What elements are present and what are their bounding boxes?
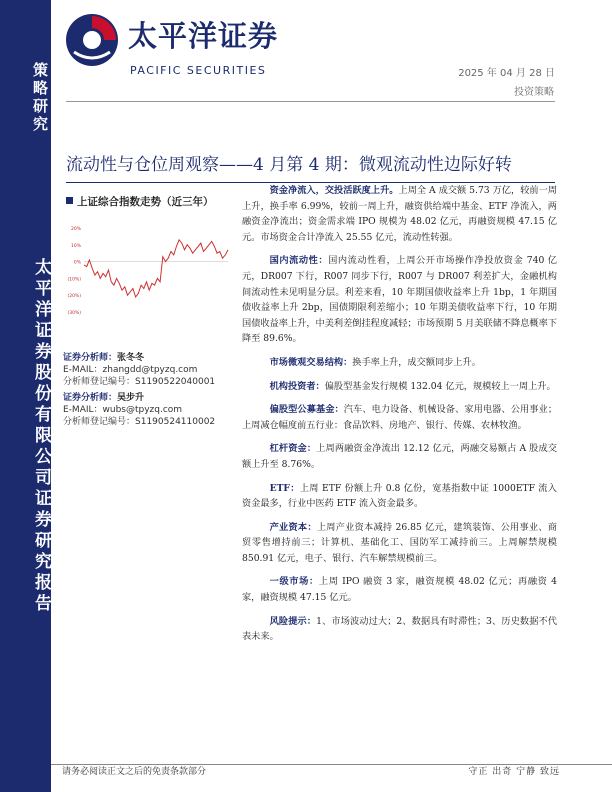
analyst-cert: 分析师登记编号：S1190522040001: [63, 377, 216, 387]
summary-paragraph: 一级市场：上周 IPO 融资 3 家，融资规模 48.02 亿元；再融资 4 家，融资规模 47.15 亿元。: [242, 576, 558, 604]
y-tick-label: (30%): [67, 311, 81, 316]
analyst-name: 吴步升: [117, 393, 145, 403]
summary-paragraph: 机构投资者：偏股型基金发行规模 132.04 亿元，规模较上一周上升。: [269, 380, 556, 392]
y-tick-label: (20%): [67, 294, 81, 300]
summary-paragraph: 偏股型公募基金：汽车、电力设备、机械设备、家用电器、公用事业；上周减仓幅度前五行业：食品饮料、房地产、银行、传媒、农林牧渔。: [242, 404, 558, 431]
square-bullet-icon: [66, 197, 73, 204]
sidebar: [0, 0, 51, 792]
analyst-label: 证券分析师：: [63, 353, 118, 363]
page-title: 流动性与仓位周观察——4 月第 4 期：微观流动性边际好转: [66, 155, 512, 175]
analyst-label: 证券分析师：: [63, 393, 118, 403]
chart-title: 上证综合指数走势（近三年）: [66, 194, 214, 209]
summary-paragraph: 市场微观交易结构：换手率上升，成交额同步上升。: [269, 356, 481, 368]
analyst-cert: 分析师登记编号：S1190524110002: [63, 417, 216, 427]
summary-body: [242, 183, 557, 653]
footer-motto: 守正 出奇 宁静 致远: [468, 767, 560, 777]
index-series-line: [84, 240, 228, 297]
y-tick-label: 0%: [73, 260, 81, 266]
sidebar-category: 策略研究: [31, 62, 49, 134]
analyst-email[interactable]: E-MAIL：wubs@tpyzq.com: [63, 405, 183, 415]
header-divider: [66, 101, 555, 102]
analyst-name: 张冬冬: [117, 353, 145, 363]
summary-paragraph: 风险提示：1、市场波动过大；2、数据具有时滞性；3、历史数据不代表未来。: [242, 615, 557, 643]
report-date: 2025 年 04 月 28 日: [458, 68, 555, 79]
summary-paragraph: 产业资本：上周产业资本减持 26.85 亿元，建筑装饰、公用事业、商贸零售增持前三；计算机、基础化工、国防军工减持前三。上周解禁规模 850.91 亿元，电子、银行、汽车解禁规模前三。: [242, 521, 557, 564]
summary-paragraph: 资金净流入，交投活跃度上升。上周全 A 成交额 5.73 万亿，较前一周上升，换手率 6.99%，较前一周上升，融资供给端中基金、ETF 净流入，两融资金净流出；资金需求端 IPO 规模为 48.02 亿元，再融资规模 47.15 亿元。市场资金合计净流入 25.55 亿元，流动性转强。: [242, 185, 557, 243]
index-trend-chart: [62, 220, 232, 326]
brand-name-en: PACIFIC SECURITIES: [130, 64, 267, 77]
y-tick-label: 10%: [70, 243, 81, 249]
analyst-block-2: [63, 392, 215, 428]
y-tick-label: (10%): [67, 277, 81, 283]
footer-disclaimer: 请务必阅读正文之后的免责条款部分: [62, 767, 207, 777]
summary-paragraph: 国内流动性：国内流动性看，上周公开市场操作净投放资金 740 亿元，DR007 下行，R007 同步下行，R007 与 DR007 利差扩大，金融机构间流动性未见明显分层。利差来看，10 年期国债收益率上升 1bp，1 年期国债收益率上升 2bp，国债期限利差缩小；10 年期美债收益率下行，10 年期国债收益率上升，中美利差倒挂程度减轻；市场预期 5 月美联储不降息概率下降至 89.6%。: [242, 255, 557, 345]
summary-paragraph: ETF：上周 ETF 份额上升 0.8 亿份，宽基指数中证 1000ETF 流入资金最多，行业中医药 ETF 流入资金最多。: [242, 482, 557, 510]
brand-logo-icon: [64, 12, 120, 68]
brand-name-cn: 太平洋证券: [128, 19, 279, 53]
summary-paragraph: 杠杆资金：上周两融资金净流出 12.12 亿元，两融交易额占 A 股成交额上升至 8.76%。: [242, 443, 558, 470]
report-type: 投资策略: [514, 87, 554, 98]
analyst-email[interactable]: E-MAIL：zhangdd@tpyzq.com: [63, 365, 198, 375]
sidebar-org: 太平洋证券股份有限公司证券研究报告: [31, 258, 51, 615]
analyst-block-1: [63, 352, 215, 388]
y-tick-label: 20%: [70, 227, 81, 232]
